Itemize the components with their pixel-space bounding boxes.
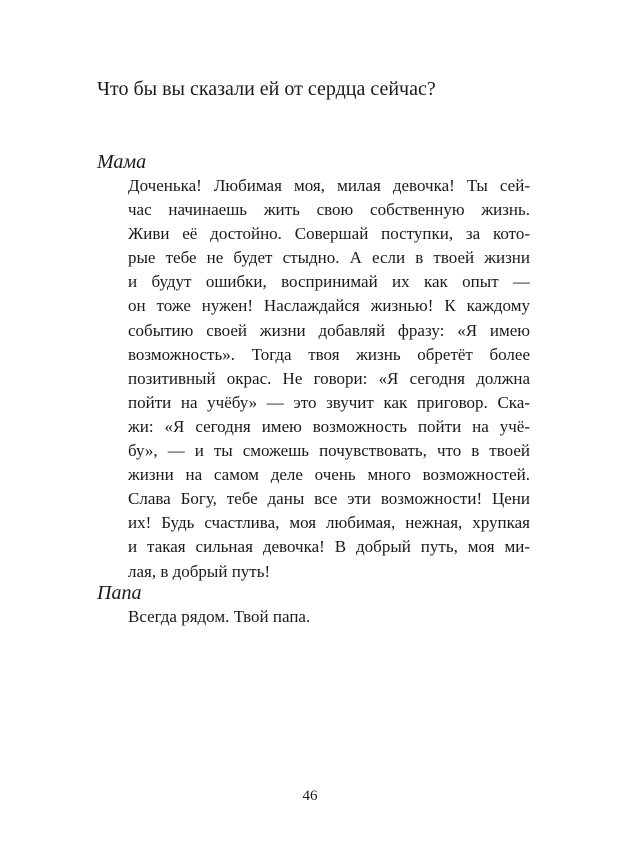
letter-line: Слава Богу, тебе даны все эти возможности! Цени [128, 489, 530, 509]
speaker-mom: Мама [97, 151, 147, 173]
letter-line: и такая сильная девочка! В добрый путь, моя ми- [128, 537, 530, 557]
letter-line: Всегда рядом. Твой папа. [128, 607, 311, 626]
letter-line: Живи её достойно. Совершай поступки, за кото- [128, 224, 530, 244]
letter-line: он тоже нужен! Наслаждайся жизнью! К каждому [128, 296, 530, 316]
letter-line: жи: «Я сегодня имею возможность пойти на учё- [128, 416, 530, 436]
letter-line: лая, в добрый путь! [128, 561, 271, 581]
mom-letter [128, 174, 530, 584]
page-number: 46 [302, 788, 318, 804]
letter-line: бу», — и ты сможешь почувствовать, что в твоей [128, 441, 530, 461]
letter-line: возможность». Тогда твоя жизнь обретёт более [128, 344, 530, 364]
letter-line: и будут ошибки, воспринимай их как опыт — [128, 272, 530, 292]
question-heading: Что бы вы сказали ей от сердца сейчас? [97, 78, 436, 100]
dad-letter [128, 605, 530, 629]
letter-line: событию своей жизни добавляй фразу: «Я имею [128, 320, 530, 340]
letter-line: рые тебе не будет стыдно. А если в твоей жизни [128, 248, 530, 268]
letter-line: Доченька! Любимая моя, милая девочка! Ты сей- [128, 176, 530, 195]
letter-line: жизни на самом деле очень много возможностей. [128, 465, 530, 485]
letter-line: час начинаешь жить свою собственную жизнь. [128, 200, 530, 220]
speaker-dad: Папа [97, 582, 142, 604]
letter-line: пойти на учёбу» — это звучит как приговор. Ска- [128, 392, 530, 412]
letter-line: их! Будь счастлива, моя любимая, нежная, хрупкая [128, 513, 530, 533]
letter-line: позитивный окрас. Не говори: «Я сегодня должна [128, 368, 530, 388]
